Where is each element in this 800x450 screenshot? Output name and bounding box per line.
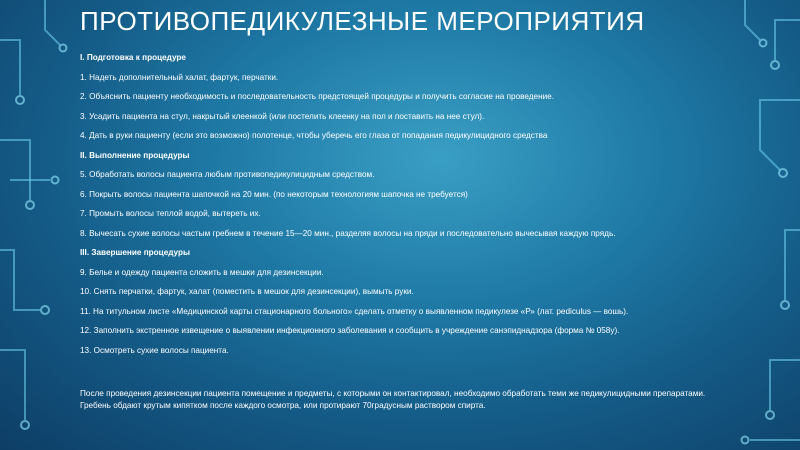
list-item: 4. Дать в руки пациенту (если это возможно) полотенце, чтобы уберечь его глаза от попадания педикулицидного средства xyxy=(80,131,548,140)
list-item: 7. Промыть волосы теплой водой, вытереть их. xyxy=(80,209,261,218)
list-item: 1. Надеть дополнительный халат, фартук, перчатки. xyxy=(80,72,279,82)
slide-body xyxy=(80,52,730,412)
list-item: 9. Белье и одежду пациента сложить в мешки для дезинсекции. xyxy=(80,267,324,277)
list-item: 13. Осмотреть сухие волосы пациента. xyxy=(80,345,229,355)
section-heading: III. Завершение процедуры xyxy=(80,248,190,257)
slide-title: ПРОТИВОПЕДИКУЛЕЗНЫЕ МЕРОПРИЯТИЯ xyxy=(80,6,645,36)
list-item: 6. Покрыть волосы пациента шапочкой на 20 мин. (по некоторым технологиям шапочка не требуется) xyxy=(80,189,468,199)
list-item: 8. Вычесать сухие волосы частым гребнем в течение 15—20 мин., разделяя волосы на пряди и последовательно вычесывая каждую прядь. xyxy=(80,228,616,238)
section-heading: II. Выполнение процедуры xyxy=(80,150,190,160)
section-heading: I. Подготовка к процедуре xyxy=(80,53,186,62)
list-item: 11. На титульном листе «Медицинской карты стационарного больного» сделать отметку о выявленном педикулезе «Р» (лат. pediculus — вошь). xyxy=(80,306,629,316)
list-item: 5. Обработать волосы пациента любым противопедикулицидным средством. xyxy=(80,170,375,179)
list-item: 12. Заполнить экстренное извещение о выявлении инфекционного заболевания и сообщить в учреждение санэпиднадзора (форма № 058у). xyxy=(80,326,620,335)
list-item: 2. Объяснить пациенту необходимость и последовательность предстоящей процедуры и получить согласие на проведение. xyxy=(80,92,555,101)
footer-note: После проведения дезинсекции пациента помещение и предметы, с которыми он контактировал, необходимо обработать теми же педикулицидными препаратами. Гребень обдают крутым кипятком после каждого осмотра, или протирают 70градусным раствором спирта. xyxy=(80,389,706,410)
list-item: 10. Снять перчатки, фартук, халат (поместить в мешок для дезинсекции), вымыть руки. xyxy=(80,287,414,296)
list-item: 3. Усадить пациента на стул, накрытый клеенкой (или постелить клеенку на пол и поставить на нее стул). xyxy=(80,111,485,121)
